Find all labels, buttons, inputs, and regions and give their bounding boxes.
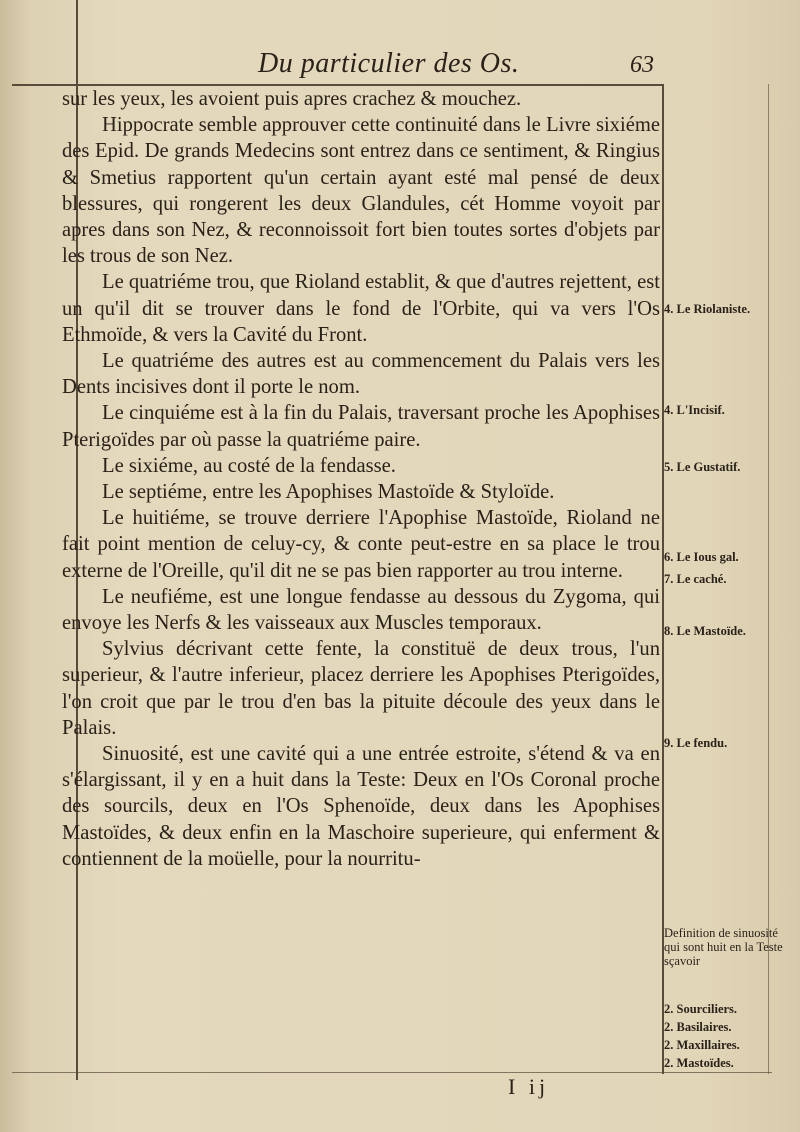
margin-note: 5. Le Gustatif. — [664, 460, 741, 474]
margin-note: 4. L'Incisif. — [664, 403, 725, 417]
paragraph: Le quatriéme des autres est au commencement du Palais vers les Dents incisives dont il porte le nom. — [62, 350, 660, 399]
paragraph: Sylvius décrivant cette fente, la constituë de deux trous, l'un superieur, & l'autre inferieur, placez derriere les Apophises Pterigoïdes, l'on croit que par le trou d'en bas la pituite découle des yeux dans le Palais. — [62, 638, 660, 739]
paragraph: sur les yeux, les avoient puis apres crachez & mouchez. — [62, 88, 522, 110]
running-title: Du particulier des Os. — [258, 48, 520, 79]
paragraph: Le neufiéme, est une longue fendasse au dessous du Zygoma, qui envoye les Nerfs & les vaisseaux aux Muscles temporaux. — [62, 585, 660, 635]
paragraph: Le cinquiéme est à la fin du Palais, traversant proche les Apophises Pterigoïdes par où passe la quatriéme paire. — [62, 402, 660, 451]
margin-note: 2. Mastoïdes. — [664, 1056, 734, 1070]
page-number: 63 — [630, 52, 654, 78]
body-text — [62, 86, 660, 872]
page-header — [240, 48, 660, 88]
paragraph: Sinuosité, est une cavité qui a une entrée estroite, s'étend & va en s'élargissant, il y en a huit dans la Teste: Deux en l'Os Coronal proche des sourcils, deux en l'Os Sphenoïde, deux dans les Apophises Mastoïdes, & deux enfin en la Maschoire superieure, qui enferment & contiennent de la moüelle, pour la nourritu- — [62, 743, 660, 870]
paragraph: Hippocrate semble approuver cette continuité dans le Livre sixiéme des Epid. De grands Medecins sont entrez dans ce sentiment, & Ringius & Smetius rapportent qu'un certain ayant esté mal pensé de deux blessures, qui rongerent les deux Glandules, cét Homme voyoit par apres dans son Nez, & reconnoissoit fort bien toutes sortes d'objets par les trous de son Nez. — [62, 114, 660, 268]
margin-note: 4. Le Riolaniste. — [664, 302, 751, 316]
paragraph: Le huitiéme, se trouve derriere l'Apophise Mastoïde, Rioland ne fait point mention de celuy-cy, & conte peut-estre en sa place le trou externe de l'Oreille, qu'il dit ne se pas bien rapporter au trou interne. — [62, 507, 660, 582]
margin-note: 2. Maxillaires. — [664, 1038, 740, 1052]
paragraph: Le sixiéme, au costé de la fendasse. — [102, 454, 396, 477]
bottom-rule — [12, 1072, 772, 1073]
margin-note: 2. Basilaires. — [664, 1020, 732, 1034]
margin-note: 2. Sourciliers. — [664, 1002, 738, 1016]
margin-note: 9. Le fendu. — [664, 736, 728, 750]
margin-note: 8. Le Mastoïde. — [664, 624, 746, 638]
margin-note: 7. Le caché. — [664, 572, 727, 586]
paragraph: Le quatriéme trou, que Rioland establit, & que d'autres rejettent, est un qu'il dit se trouver dans le fond de l'Orbite, qui va vers l'Os Ethmoïde, & vers la Cavité du Front. — [62, 271, 660, 346]
paragraph: Le septiéme, entre les Apophises Mastoïde & Styloïde. — [102, 481, 555, 504]
signature-mark: I ij — [508, 1074, 550, 1099]
margin-note: Definition de sinuosité qui sont huit en la Teste sçavoir — [664, 926, 783, 968]
margin-note: 6. Le Ious gal. — [664, 550, 739, 564]
